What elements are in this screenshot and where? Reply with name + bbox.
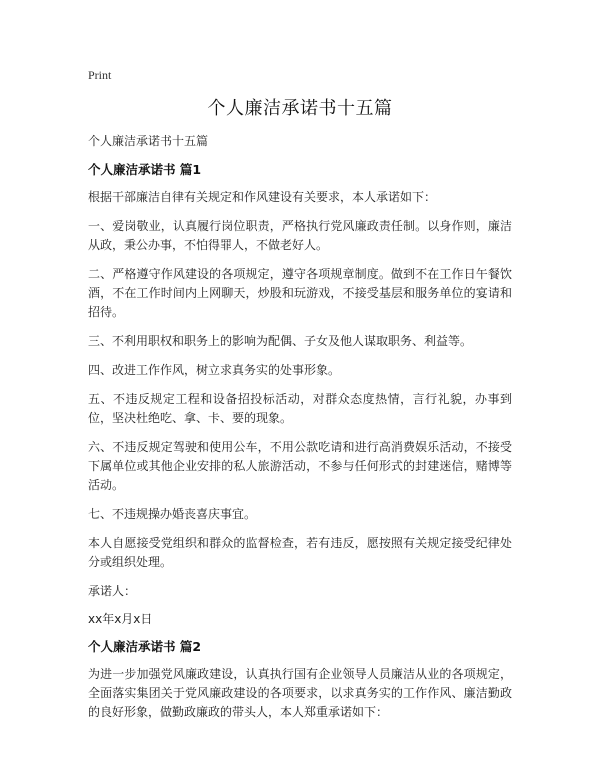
paragraph: 根据干部廉洁自律有关规定和作风建设有关要求，本人承诺如下： — [88, 190, 437, 204]
document-subtitle: 个人廉洁承诺书十五篇 — [88, 134, 209, 148]
paragraph: 一、爱岗敬业，认真履行岗位职责，严格执行党风廉政责任制。以身作则，廉洁从政，秉公办事，不怕得罪人，不做老好人。 — [88, 219, 512, 252]
paragraph: 本人自愿接受党组织和群众的监督检查，若有违反，愿按照有关规定接受纪律处分或组织处理。 — [88, 536, 512, 569]
page-title: 个人廉洁承诺书十五篇 — [207, 98, 393, 119]
paragraph: 为进一步加强党风廉政建设，认真执行国有企业领导人员廉洁从业的各项规定，全面落实集团关于党风廉政建设的各项要求，以求真务实的工作作风、廉洁勤政的良好形象，做勤政廉政的带头人，本人郑重承诺如下： — [88, 667, 512, 719]
date-line: xx年x月x日 — [88, 612, 153, 626]
paragraph: 二、严格遵守作风建设的各项规定，遵守各项规章制度。做到不在工作日午餐饮酒，不在工作时间内上网聊天，炒股和玩游戏，不接受基层和服务单位的宴请和招待。 — [88, 267, 512, 319]
paragraph: 四、改进工作作风，树立求真务实的处事形象。 — [88, 363, 341, 377]
paragraph: 五、不违反规定工程和设备招投标活动，对群众态度热情，言行礼貌，办事到位，坚决杜绝吃、拿、卡、要的现象。 — [88, 392, 512, 425]
paragraph: 六、不违反规定驾驶和使用公车，不用公款吃请和进行高消费娱乐活动，不接受下属单位或其他企业安排的私人旅游活动，不参与任何形式的封建迷信，赌博等活动。 — [88, 440, 512, 492]
section-heading-1: 个人廉洁承诺书 篇1 — [88, 162, 202, 177]
print-label: Print — [88, 68, 112, 82]
section-heading-2: 个人廉洁承诺书 篇2 — [88, 639, 202, 654]
paragraph: 三、不利用职权和职务上的影响为配偶、子女及他人谋取职务、利益等。 — [88, 334, 473, 348]
signatory-label: 承诺人： — [88, 584, 137, 598]
paragraph: 七、不违规操办婚丧喜庆事宜。 — [88, 507, 257, 521]
